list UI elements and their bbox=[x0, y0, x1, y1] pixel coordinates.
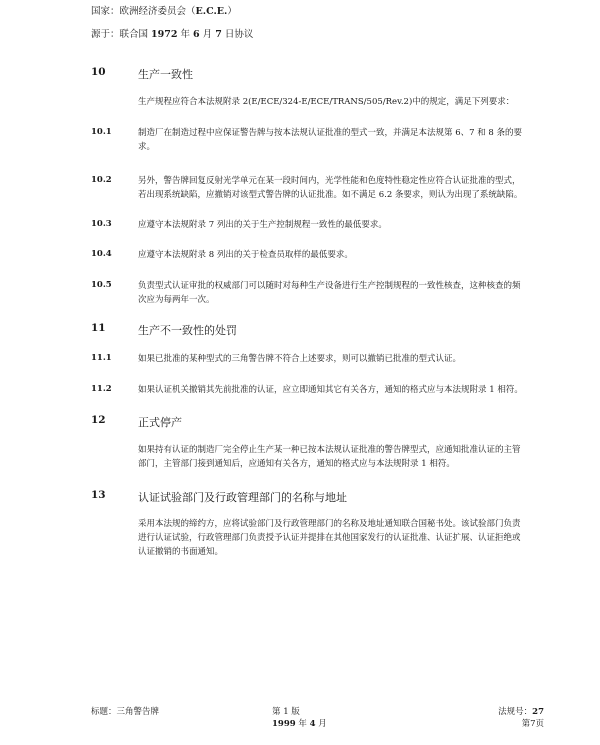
section-number: 13 bbox=[91, 489, 106, 501]
clause-number: 11.2 bbox=[91, 384, 112, 394]
clause-number: 11.1 bbox=[91, 353, 112, 363]
text-line: 生产规程应符合本法规附录 2(E/ECE/324-E/ECE/TRANS/505/Rev.2)中的规定，满足下列要求： bbox=[138, 97, 515, 107]
clause-text bbox=[138, 383, 523, 397]
section-intro bbox=[138, 95, 513, 109]
clause-text bbox=[138, 248, 513, 262]
footer-title: 标题：三角警告牌 bbox=[91, 707, 160, 717]
footer-edition: 第 1 版 bbox=[272, 707, 300, 717]
text-line: 进行认证试验，行政管理部门负责授予认证并提排在其他国家发行的认证批准、认证扩展、认证拒绝或 bbox=[138, 533, 521, 543]
text-line: 应遵守本法规附录 8 列出的关于检查员取样的最低要求。 bbox=[138, 250, 353, 260]
text-line: 负责型式认证审批的权威部门可以随时对每种生产设备进行生产控制规程的一致性核查，这种核查的频 bbox=[138, 281, 521, 291]
clause-text bbox=[138, 126, 523, 154]
clause-text bbox=[138, 218, 513, 232]
clause-number: 10.5 bbox=[91, 280, 112, 290]
text-line: 另外，警告牌回复反射光学单元在某一段时间内，光学性能和色度特性稳定性应符合认证批准的型式， bbox=[138, 176, 521, 186]
section-title: 正式停产 bbox=[138, 416, 182, 429]
text-line: 求。 bbox=[138, 142, 156, 152]
text-line: 若出现系统缺陷，应撤销对该型式警告牌的认证批准。如不满足 6.2 条要求，则认为出现了系统缺陷。 bbox=[138, 190, 523, 200]
clause-text bbox=[138, 279, 521, 307]
footer-regulation: 法规号：27 bbox=[498, 707, 544, 717]
clause-number: 10.3 bbox=[91, 219, 112, 229]
header-source: 源于：联合国 1972 年 6 月 7 日协议 bbox=[91, 29, 254, 40]
clause-number: 10.2 bbox=[91, 175, 112, 185]
text-line: 应遵守本法规附录 7 列出的关于生产控制规程一致性的最低要求。 bbox=[138, 220, 387, 230]
footer-page: 第7页 bbox=[521, 719, 544, 729]
text-line: 次应为每两年一次。 bbox=[138, 295, 215, 305]
section-number: 12 bbox=[91, 414, 106, 426]
clause-number: 10.4 bbox=[91, 249, 112, 259]
section-title: 认证试验部门及行政管理部门的名称与地址 bbox=[138, 491, 347, 504]
text-line: 采用本法规的缔约方，应将试验部门及行政管理部门的名称及地址通知联合国秘书处。该试验部门负责 bbox=[138, 519, 521, 529]
text-line: 如果持有认证的制造厂完全停止生产某一种已按本法规认证批准的警告牌型式，应通知批准认证的主管 bbox=[138, 445, 521, 455]
section-number: 11 bbox=[91, 322, 106, 334]
clause-text bbox=[138, 174, 523, 202]
clause-text bbox=[138, 352, 513, 366]
text-line: 如果已批准的某种型式的三角警告牌不符合上述要求，则可以撤销已批准的型式认证。 bbox=[138, 354, 462, 364]
section-number: 10 bbox=[91, 66, 106, 78]
header-country: 国家：欧洲经济委员会（E.C.E.） bbox=[91, 6, 237, 17]
text-line: 部门，主管部门接到通知后，应通知有关各方，通知的格式应与本法规附录 1 相符。 bbox=[138, 459, 455, 469]
section-title: 生产一致性 bbox=[138, 68, 193, 81]
text-line: 如果认证机关撤销其先前批准的认证，应立即通知其它有关各方，通知的格式应与本法规附录 1 相符。 bbox=[138, 385, 523, 395]
footer-date: 1999 年 4 月 bbox=[272, 719, 327, 729]
section-intro bbox=[138, 517, 521, 559]
clause-number: 10.1 bbox=[91, 127, 112, 137]
section-title: 生产不一致性的处罚 bbox=[138, 324, 237, 337]
text-line: 认证撤销的书面通知。 bbox=[138, 547, 224, 557]
text-line: 制造厂在制造过程中应保证警告牌与按本法规认证批准的型式一致，并满足本法规第 6、7 和 8 条的要 bbox=[138, 128, 523, 138]
section-intro bbox=[138, 443, 521, 471]
